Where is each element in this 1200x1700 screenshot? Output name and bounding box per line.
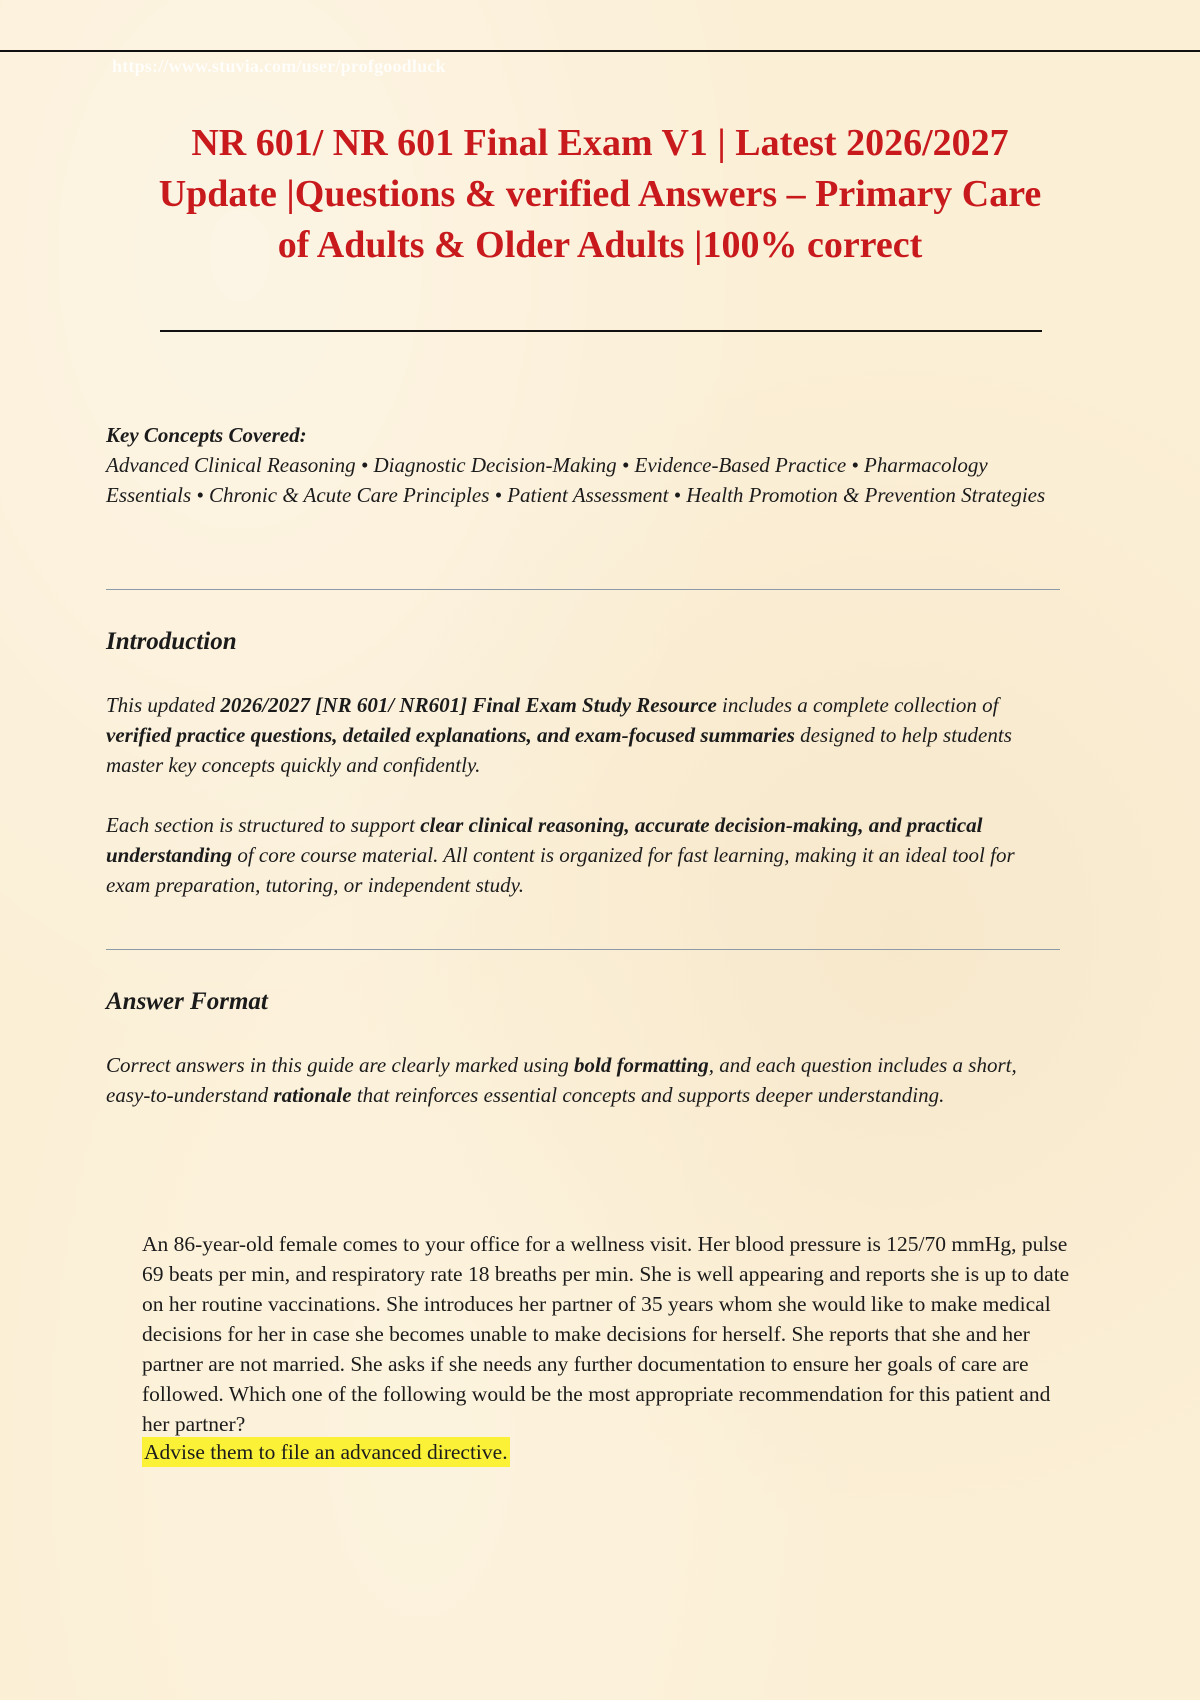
key-concepts-section bbox=[106, 420, 1061, 510]
section-divider bbox=[106, 589, 1060, 590]
introduction-paragraph-1 bbox=[106, 690, 1061, 780]
answer-format-paragraph bbox=[106, 1050, 1061, 1110]
answer-format-heading: Answer Format bbox=[106, 988, 268, 1015]
intro-p1-bold-b: verified practice questions, detailed explanations, and exam-focused summaries bbox=[106, 723, 795, 747]
key-concepts-label: Key Concepts Covered: bbox=[106, 423, 307, 447]
introduction-heading: Introduction bbox=[106, 628, 237, 655]
intro-p2-text-a: Each section is structured to support bbox=[106, 813, 421, 837]
af-text-c: that reinforces essential concepts and supports deeper understanding. bbox=[351, 1083, 945, 1107]
watermark-url: https://www.stuvia.com/user/profgoodluck bbox=[112, 56, 446, 76]
title-underline bbox=[160, 330, 1042, 332]
intro-p2-bold: clear clinical reasoning, accurate decision-making, and practical understanding bbox=[106, 813, 983, 867]
highlighted-answer: Advise them to file an advanced directive. bbox=[142, 1437, 510, 1467]
key-concepts-text: Advanced Clinical Reasoning • Diagnostic Decision-Making • Evidence-Based Practice • Pharmacology Essentials • Chronic & Acute Care Principles • Patient Assessment • Health Promotion & Prevention Strategies bbox=[106, 453, 1046, 507]
section-divider bbox=[106, 949, 1060, 950]
intro-p1-text-b: includes a complete collection of bbox=[716, 693, 999, 717]
af-text-a: Correct answers in this guide are clearly marked using bbox=[106, 1053, 574, 1077]
intro-p1-text-c: designed to help students master key concepts quickly and confidently. bbox=[106, 723, 1012, 777]
intro-p1-bold-a: 2026/2027 [NR 601/ NR601] Final Exam Study Resource bbox=[220, 693, 717, 717]
af-text-b: , and each question includes a short, easy-to-understand bbox=[106, 1053, 1017, 1107]
intro-p2-text-b: of core course material. All content is organized for fast learning, making it an ideal tool for exam preparation, tutoring, or independent study. bbox=[106, 843, 1015, 897]
introduction-paragraph-2 bbox=[106, 810, 1061, 900]
af-bold-b: rationale bbox=[273, 1083, 352, 1107]
intro-p1-text-a: This updated bbox=[106, 693, 221, 717]
top-rule bbox=[0, 50, 1200, 52]
af-bold-a: bold formatting bbox=[573, 1053, 709, 1077]
question-text: An 86-year-old female comes to your office for a wellness visit. Her blood pressure is 125/70 mmHg, pulse 69 beats per min, and respiratory rate 18 breaths per min. She is well appearing and reports she is up to date on her routine vaccinations. She introduces her partner of 35 years whom she would like to make medical decisions for her in case she becomes unable to make decisions for herself. She reports that she and her partner are not married. She asks if she needs any further documentation to ensure her goals of care are followed. Which one of the following would be the most appropriate recommendation for this patient and her partner? bbox=[142, 1232, 1070, 1436]
document-title: NR 601/ NR 601 Final Exam V1 | Latest 2026/2027 Update |Questions & verified Answers – Primary Care of Adults & Older Adults |100% correct bbox=[158, 122, 1042, 266]
